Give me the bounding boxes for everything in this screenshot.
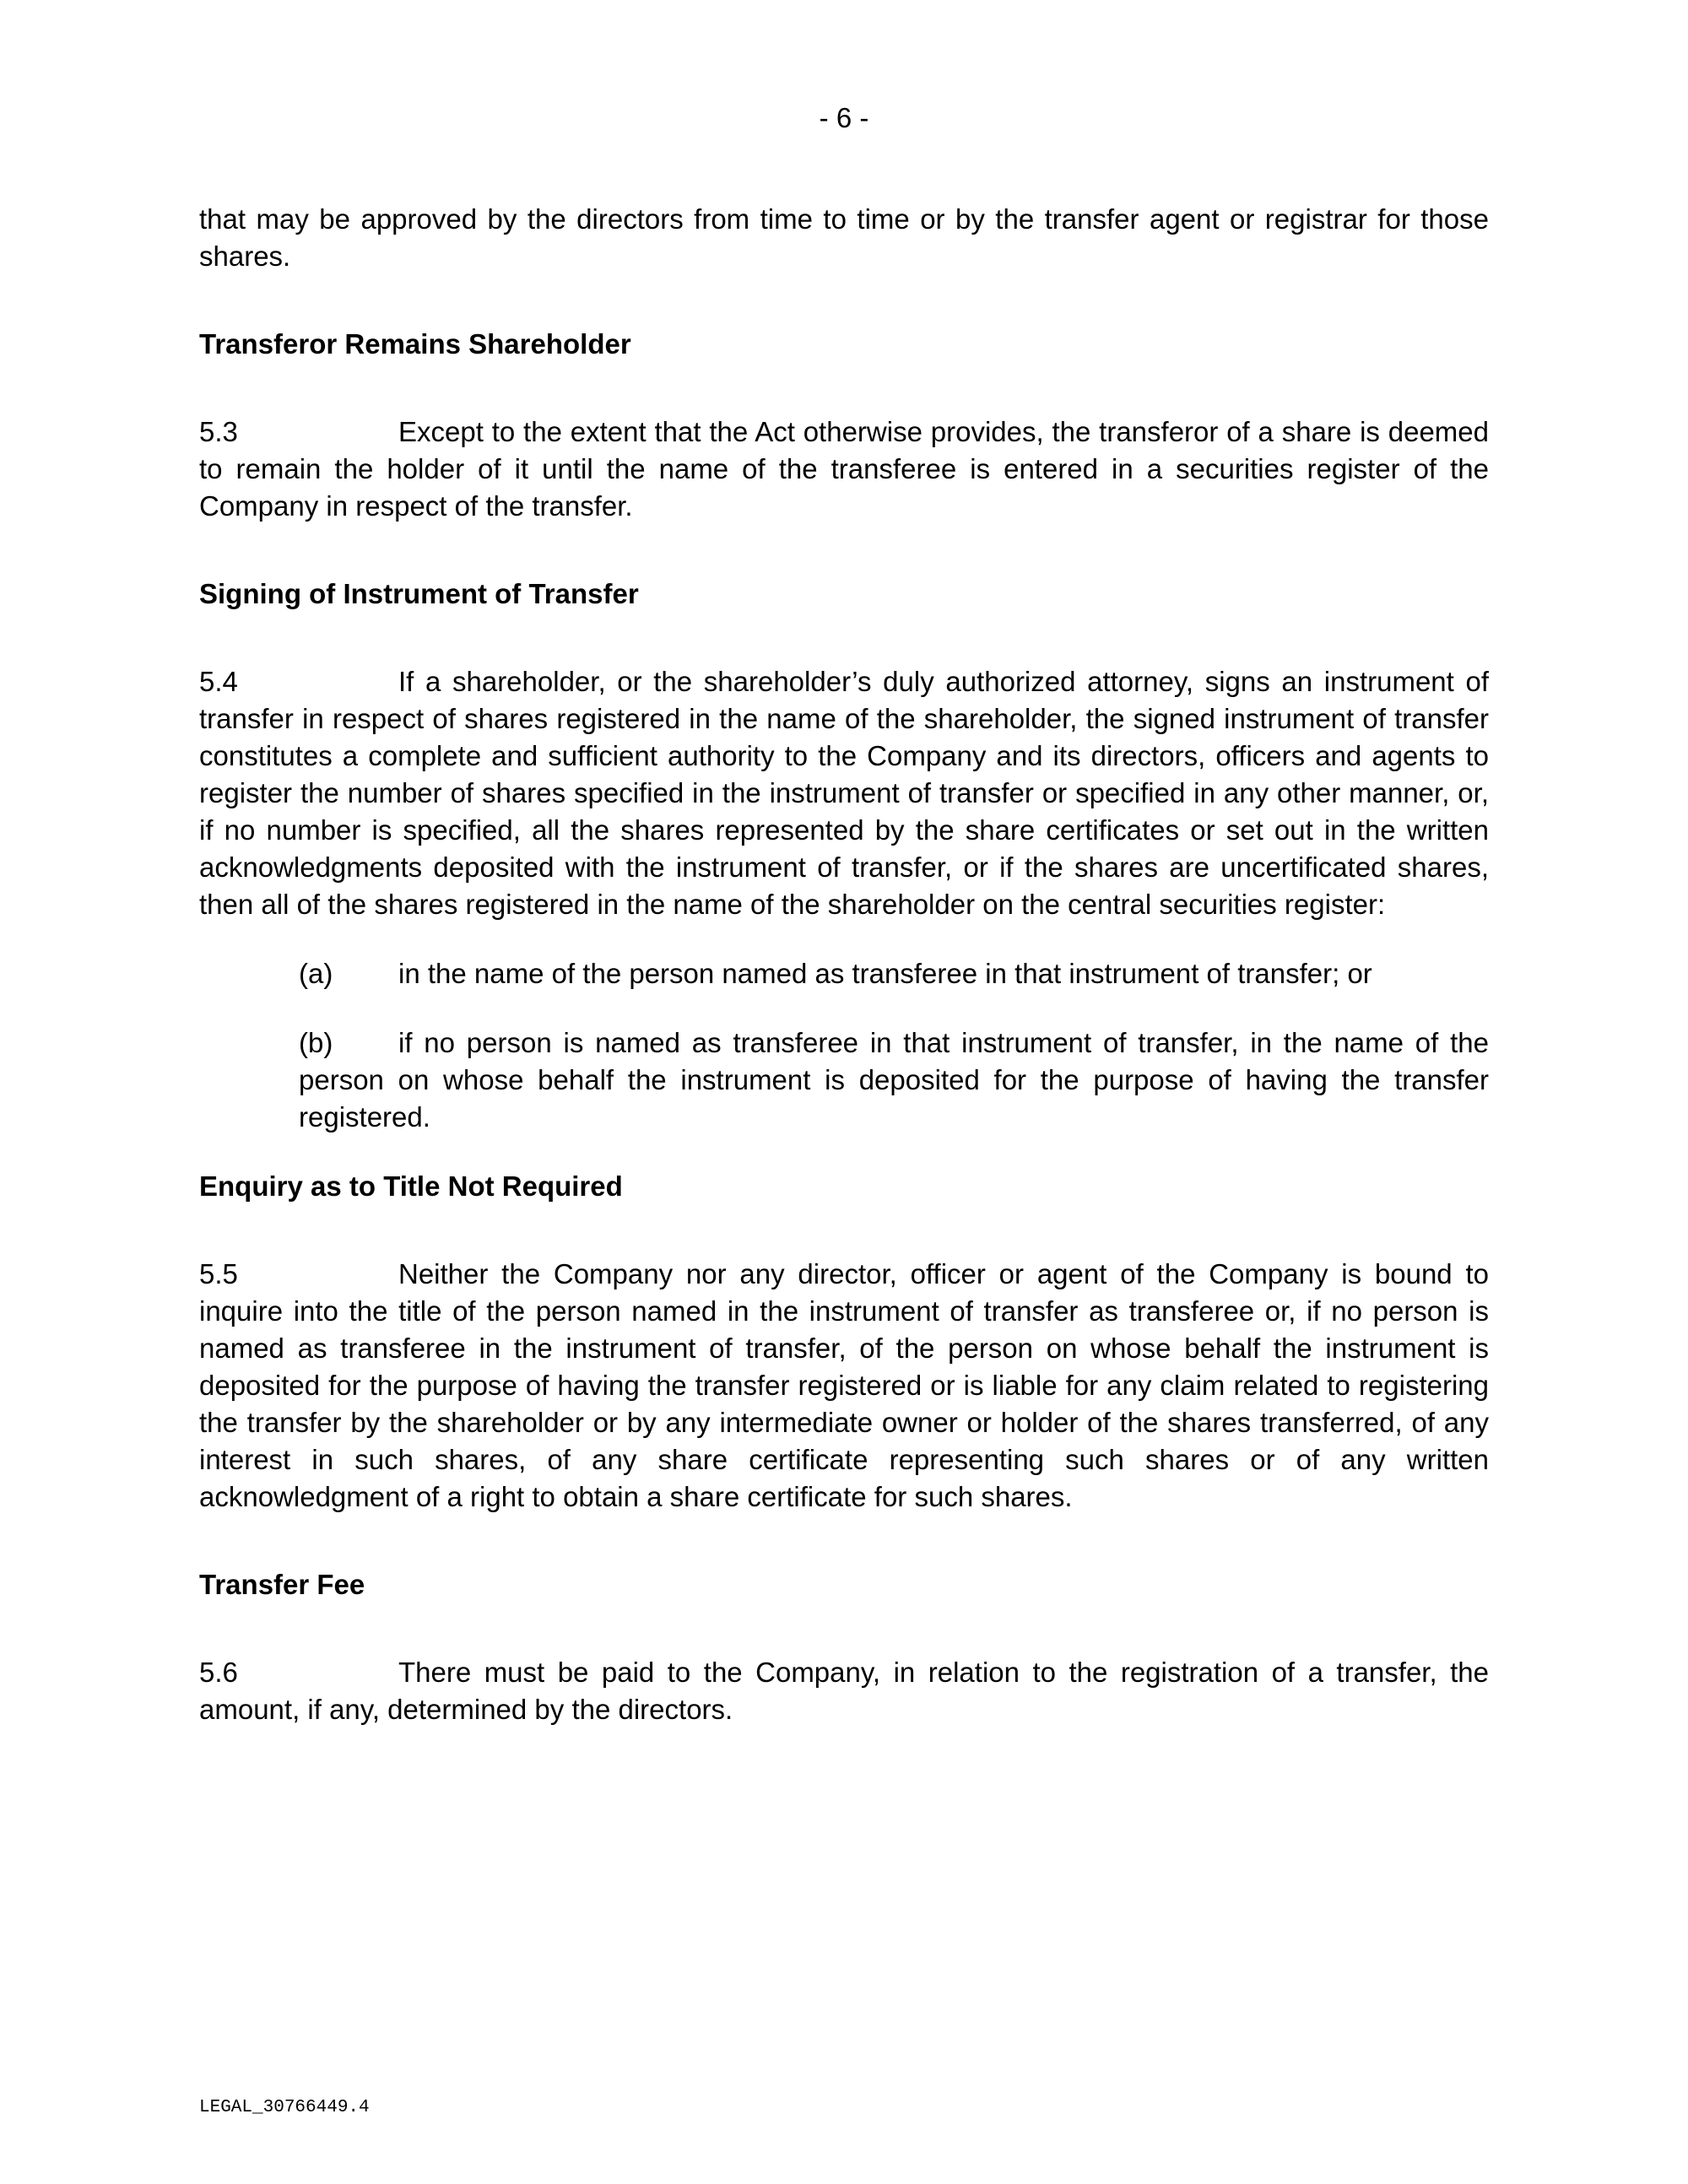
section-paragraph: [199, 663, 1489, 923]
section-heading: Transferor Remains Shareholder: [199, 328, 631, 359]
section-heading: Transfer Fee: [199, 1569, 365, 1600]
section-heading: Signing of Instrument of Transfer: [199, 578, 639, 609]
sub-item-text: if no person is named as transferee in that instrument of transfer, in the name of the person on whose behalf the instrument is deposited for the purpose of having the transfer registered.: [299, 1027, 1489, 1133]
section-number: 5.3: [199, 416, 238, 447]
section-text: Except to the extent that the Act otherwise provides, the transferor of a share is deemed to remain the holder of it until the name of the transferee is entered in a securities register of the Company in respect of the transfer.: [199, 416, 1489, 522]
intro-paragraph: that may be approved by the directors from time to time or by the transfer agent or registrar for those shares.: [199, 203, 1489, 272]
page-number: - 6 -: [819, 102, 869, 133]
section-number: 5.5: [199, 1258, 238, 1289]
section-paragraph: [199, 1654, 1489, 1728]
sub-item-label: (a): [299, 958, 333, 989]
section-number: 5.4: [199, 666, 238, 697]
sub-item-text: in the name of the person named as transferee in that instrument of transfer; or: [398, 958, 1372, 989]
section-text: There must be paid to the Company, in relation to the registration of a transfer, the amount, if any, determined by the directors.: [199, 1657, 1489, 1725]
section-number: 5.6: [199, 1657, 238, 1688]
section-text: Neither the Company nor any director, officer or agent of the Company is bound to inquire into the title of the person named in the instrument of transfer as transferee or, if no person is named as transferee in the instrument of transfer, of the person on whose behalf the instrument is deposited for the purpose of having the transfer registered or is liable for any claim related to registering the transfer by the shareholder or by any intermediate owner or holder of the shares transferred, of any interest in such shares, of any share certificate representing such shares or of any written acknowledgment of a right to obtain a share certificate for such shares.: [199, 1258, 1489, 1512]
sub-item-label: (b): [299, 1027, 333, 1058]
section-text: If a shareholder, or the shareholder’s duly authorized attorney, signs an instrument of transfer in respect of shares registered in the name of the shareholder, the signed instrument of transfer constitutes a complete and sufficient authority to the Company and its directors, officers and agents to register the number of shares specified in the instrument of transfer or specified in any other manner, or, if no number is specified, all the shares represented by the share certificates or set out in the written acknowledgments deposited with the instrument of transfer, or if the shares are uncertificated shares, then all of the shares registered in the name of the shareholder on the central securities register:: [199, 666, 1489, 920]
section-paragraph: [199, 414, 1489, 525]
section-paragraph: [199, 1256, 1489, 1516]
document-body: [199, 201, 1489, 1728]
sub-item: [299, 955, 1489, 992]
section-heading: Enquiry as to Title Not Required: [199, 1170, 623, 1202]
document-reference: LEGAL_30766449.4: [199, 2098, 370, 2117]
sub-item: [299, 1024, 1489, 1136]
